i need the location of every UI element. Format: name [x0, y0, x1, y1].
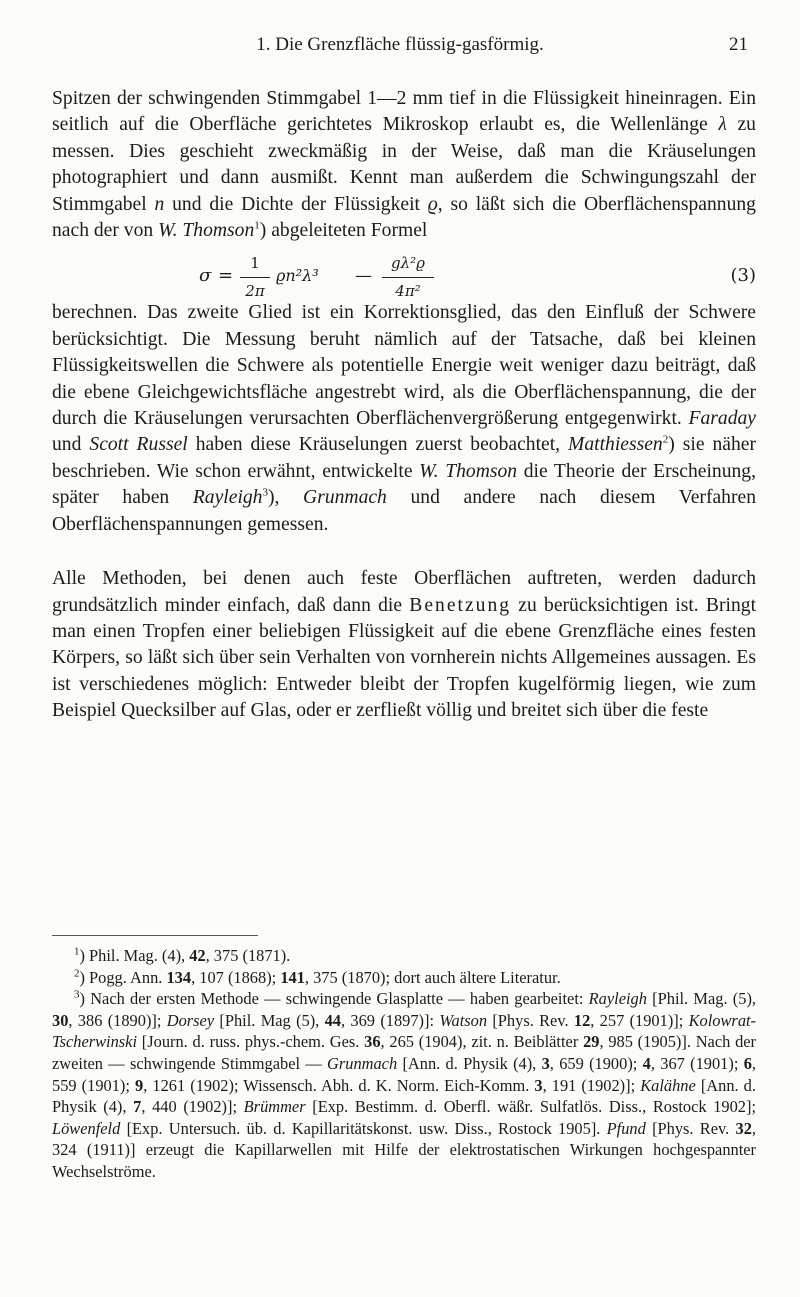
footnotes [52, 945, 756, 1183]
paragraph-1: Spitzen der schwingenden Stimmgabel 1—2 mm tief in die Flüssigkeit hineinragen. Ein seitlich auf die Oberfläche gerichtetes Mikroskop erlaubt es, die Wellenlänge λ zu messen. Dies geschieht zweckmäßig in der Weise, daß man die Kräuselungen photographiert und dann ausmißt. Kennt man außerdem die Schwingungszahl der Stimmgabel n und die Dichte der Flüssigkeit ϱ, so läßt sich die Oberflächenspannung nach der von W. Thomson$^1$) abgeleiteten Formel [52, 88, 756, 242]
body-text [52, 86, 756, 725]
paragraph-3: Alle Methoden, bei denen auch feste Oberflächen auftreten, werden dadurch grundsätzlich minder einfach, daß dann die Benetzung zu berücksichtigen ist. Bringt man einen Tropfen einer beliebigen Flüssigkeit auf die ebene Grenzfläche eines festen Körpers, so läßt sich über sein Verhalten von vornherein nichts Allgemeines aussagen. Es ist verschiedenes möglich: Entweder bleibt der Tropfen kugelförmig liegen, wie zum Beispiel Quecksilber auf Glas, oder er zerfließt völlig und breitet sich über die feste [52, 568, 757, 722]
running-title: 1. Die Grenzfläche flüssig-gasförmig. [256, 34, 544, 55]
footnote-3: $^3$) Nach der ersten Methode — schwingende Glasplatte — haben gearbeitet: Rayleigh [Phil. Mag. (5), 30, 386 (1890)]; Dorsey [Phil. Mag (5), 44, 369 (1897)]: Watson [Phys. Rev. 12, 257 (1901)]; Kolowrat-Tscherwinski [Journ. d. russ. phys.-chem. Ges. 36, 265 (1904), zit. n. Beiblätter 29, 985 (1905)]. Nach der zweiten — schwingende Stimmgabel — Grunmach [Ann. d. Physik (4), 3, 659 (1900); 4, 367 (1901); 6, 559 (1901); 9, 1261 (1902); Wissensch. Abh. d. K. Norm. Eich-Komm. 3, 191 (1902)]; Kalähne [Ann. d. Physik (4), 7, 440 (1902)]; Brümmer [Exp. Bestimm. d. Oberfl. wäßr. Sulfatlös. Diss., Rostock 1902]; Löwenfeld [Exp. Untersuch. üb. d. Kapillaritätskonst. usw. Diss., Rostock 1905]. Pfund [Phys. Rev. 32, 324 (1911)] erzeugt die Kapillarwellen mit Hilfe der elektrostatischen Wirkungen hochgespannter Wechselströme. [52, 988, 757, 1181]
fraction-1: $\frac{1}{2\pi}$ [240, 250, 270, 304]
equation-number: (3) [730, 265, 756, 287]
footnote-ref: 1 [254, 219, 260, 232]
footnote-divider [52, 935, 258, 936]
equation-3 [52, 244, 756, 300]
running-header [0, 34, 800, 64]
sigma-symbol: σ [199, 265, 212, 287]
footnote-1: $^1$) Phil. Mag. (4), 42, 375 (1871). [74, 945, 291, 965]
paragraph-2: berechnen. Das zweite Glied ist ein Korrektionsglied, das den Einfluß der Schwere berücksichtigt. Die Messung beruht nämlich auf der Tatsache, daß bei kleinen Flüssigkeitswellen die Schwere als potentielle Energie weit weniger dazu beiträgt, daß die ebene Gleichgewichtsfläche angestrebt wird, als die Oberflächenspannung, die der durch die Kräuselungen verursachten Oberflächenvergrößerung entgegenwirkt. Faraday und Scott Russel haben diese Kräuselungen zuerst beobachtet, Matthiessen$^2$) sie näher beschrieben. Wie schon erwähnt, entwickelte W. Thomson die Theorie der Erscheinung, später haben Rayleigh$^3$), Grunmach und andere nach diesem Verfahren Oberflächenspannungen gemessen. [52, 302, 757, 535]
equals-sign: = [218, 265, 234, 287]
minus-sign: — [355, 266, 372, 287]
page-number: 21 [729, 34, 748, 55]
middle-term: ϱn²λ³ [276, 266, 319, 286]
footnote-2: $^2$) Pogg. Ann. 134, 107 (1868); 141, 375 (1870); dort auch ältere Literatur. [74, 967, 561, 987]
author-name: W. Thomson [158, 220, 255, 242]
fraction-2: $\frac{\text{gλ²ϱ}}{\text{4π²}}$ [382, 250, 434, 304]
